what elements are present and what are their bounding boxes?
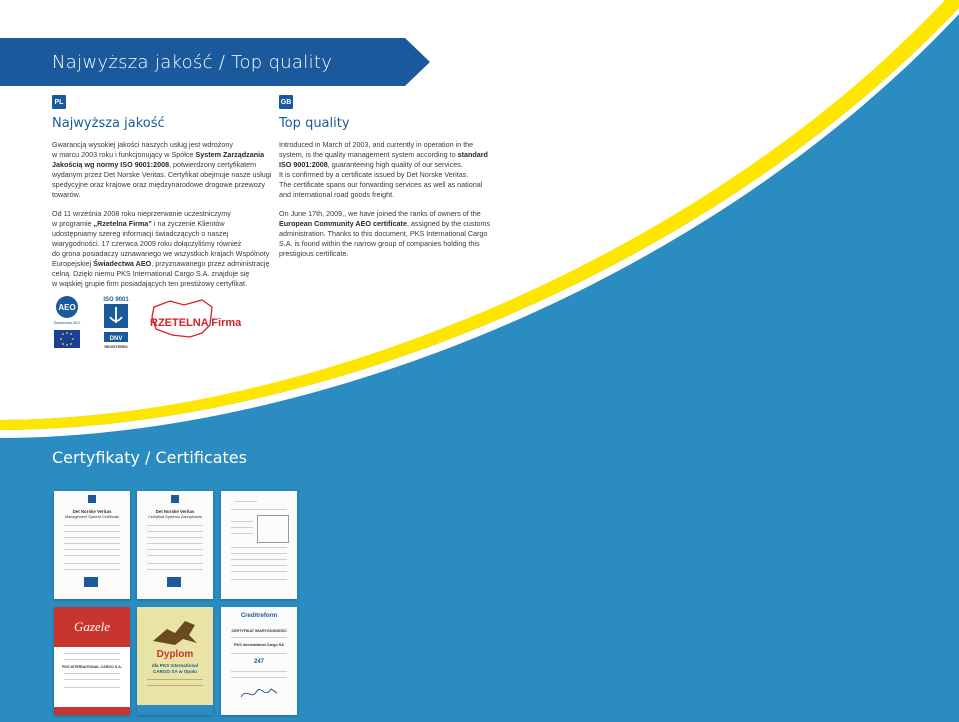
pl-badge: PL [52,95,66,109]
certificate-dnv-en[interactable]: Det Norske Veritas Management System Certificate [54,491,130,599]
svg-text:DNV: DNV [109,336,123,342]
certificate-dyplom[interactable]: Dyplom dla PKS International CARGO SA w Opolu [137,607,213,715]
svg-text:AEO: AEO [58,303,76,312]
dnv-seal-icon [167,577,181,587]
stamp-box [257,515,289,543]
gb-paragraph-1: Introduced in March of 2003, and currently in operation in the system, is the quality management system according to standard ISO 9001:2008, guaranteeing high quality of our services. It is confirmed by a certificate issued by Det Norske Veritas. The certificate spans our forwarding services as well as national and international road goods freight. [279,140,488,199]
rzetelna-firma-logo [150,300,242,337]
certificates-title: Certyfikaty / Certificates [52,448,247,467]
gb-paragraph-2: On June 17th, 2009,, we have joined the ranks of owners of the European Community AEO certificate, assigned by the customs administration. Thanks to this document, PKS International Cargo S.A. is found within the narrow group of companies holding this prestigious certificate. [279,209,491,258]
svg-text:ISO 9001: ISO 9001 [103,297,129,303]
certificate-dnv-pl[interactable]: Det Norske Veritas Certyfikat Systemu Zarządzania [137,491,213,599]
page-title: Najwyższa jakość / Top quality [52,52,333,73]
certificate-gazele[interactable]: Gazele PKS INTERNATIONAL CARGO S.A. [54,607,130,715]
svg-text:REGISTERED: REGISTERED [104,345,128,349]
signature [239,683,279,703]
logos-row [52,295,262,355]
dnv-emblem-icon [88,495,96,503]
pl-paragraph-1: Gwarancją wysokiej jakości naszych usług jest wdrożony w marcu 2003 roku i funkcjonujący w Spółce System Zarządzania Jakością wg normy ISO 9001:2008, potwierdzony certyfikatem wydanym przez Det Norske Veritas. Certyfikat obejmuje nasze usługi spedycyjne oraz krajowe oraz międzynarodowe drogowe przewozy towarów. [52,140,272,199]
svg-text:Świadectwo AEO: Świadectwo AEO [53,321,81,325]
pl-title: Najwyższa jakość [52,116,165,131]
aeo-logo [54,296,81,348]
pl-paragraph-2: Od 11 września 2008 roku nieprzerwanie uczestniczymy w programie „Rzetelna Firma” i na życzenie Klientów udostępniamy szereg informacji świadczących o naszej wiarygodności. 17 czerwca 2009 roku dołączyliśmy również do grona posiadaczy uznawanego we wszystkich krajach Wspólnoty Europejskiej Świadectwa AEO, przyznawanego przez administrację celną. Dzięki niemu PKS International Cargo S.A. znajduje się w wąskiej grupie firm posiadających ten prestiżowy certyfikat. [52,209,270,288]
dnv-seal-icon [84,577,98,587]
gb-badge: GB [279,95,293,109]
gb-title: Top quality [279,116,350,131]
iso-dnv-logo [103,297,129,349]
certificate-aeo[interactable] [221,491,297,599]
runner-figure-icon [145,611,205,649]
svg-text:RZETELNA Firma: RZETELNA Firma [150,317,242,329]
certificate-creditreform[interactable]: Creditreform CERTYFIKAT WIARYGODNOŚCI PKS International Cargo SA 247 [221,607,297,715]
dnv-emblem-icon [171,495,179,503]
